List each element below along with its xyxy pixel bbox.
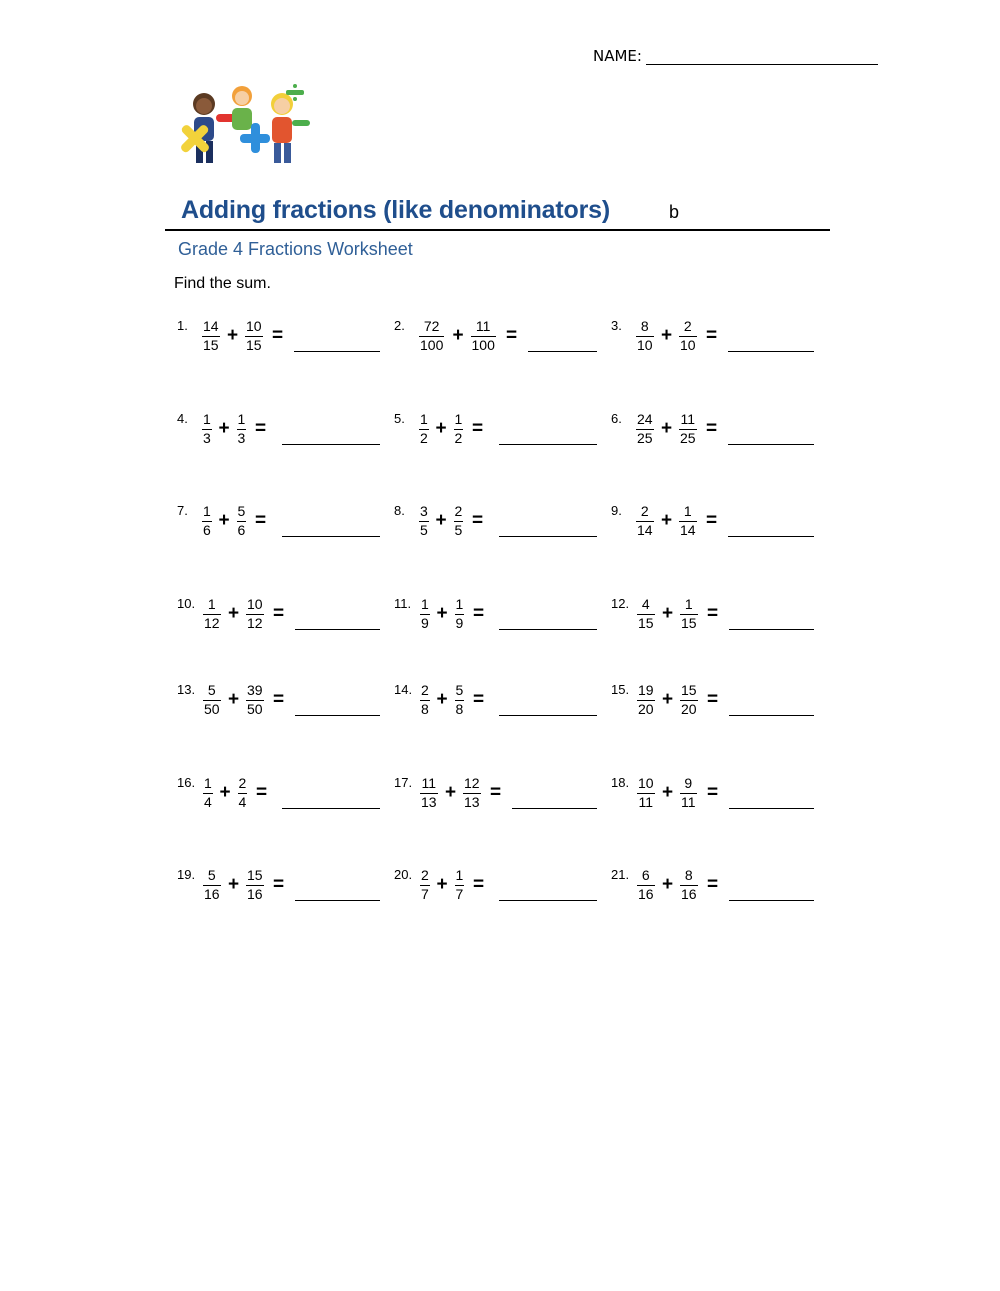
- numerator: 2: [421, 867, 429, 883]
- denominator: 100: [471, 337, 495, 353]
- fraction: [636, 319, 654, 353]
- equals-sign: =: [273, 689, 285, 710]
- answer-blank[interactable]: [499, 536, 597, 537]
- problem-number: 15.: [611, 682, 630, 697]
- numerator: 4: [641, 596, 650, 612]
- problem-number: 12.: [611, 596, 630, 611]
- fraction: [636, 504, 654, 538]
- equals-sign: =: [273, 874, 285, 895]
- problem-number: 20.: [394, 867, 413, 882]
- equals-sign: =: [707, 603, 719, 624]
- numerator: 11: [475, 318, 491, 334]
- denominator: 3: [237, 430, 246, 446]
- fraction: [680, 868, 698, 902]
- problem-item: [394, 867, 599, 917]
- denominator: 9: [421, 615, 429, 631]
- problem-item: [177, 775, 382, 825]
- fraction: [202, 504, 212, 538]
- equals-sign: =: [473, 689, 485, 710]
- problem-number: 19.: [177, 867, 196, 882]
- problem-number: 8.: [394, 503, 405, 518]
- answer-blank[interactable]: [499, 715, 597, 716]
- problem-item: [177, 682, 382, 732]
- denominator: 16: [247, 886, 263, 902]
- fraction: [636, 412, 654, 446]
- numerator: 10: [247, 596, 263, 612]
- equals-sign: =: [272, 325, 284, 346]
- equals-sign: =: [707, 782, 719, 803]
- problem-item: [394, 596, 599, 646]
- answer-blank[interactable]: [728, 351, 814, 352]
- problem-item: [611, 775, 816, 825]
- numerator: 72: [423, 318, 440, 334]
- equals-sign: =: [255, 418, 267, 439]
- numerator: 5: [207, 867, 216, 883]
- answer-blank[interactable]: [729, 629, 814, 630]
- numerator: 1: [683, 503, 692, 519]
- denominator: 8: [421, 701, 429, 717]
- equals-sign: =: [255, 510, 267, 531]
- denominator: 5: [420, 522, 428, 538]
- numerator: 5: [207, 682, 216, 698]
- answer-blank[interactable]: [728, 536, 814, 537]
- numerator: 2: [454, 503, 463, 519]
- problem-number: 13.: [177, 682, 196, 697]
- denominator: 25: [637, 430, 653, 446]
- plus-sign: +: [661, 418, 673, 439]
- fraction: [246, 683, 264, 717]
- plus-sign: +: [662, 603, 674, 624]
- problem-number: 10.: [177, 596, 196, 611]
- name-label: NAME:: [593, 47, 642, 65]
- problem-number: 18.: [611, 775, 630, 790]
- plus-sign: +: [218, 418, 230, 439]
- denominator: 3: [203, 430, 211, 446]
- problem-item: [177, 503, 382, 553]
- denominator: 12: [204, 615, 220, 631]
- denominator: 50: [204, 701, 220, 717]
- plus-sign: +: [218, 510, 230, 531]
- numerator: 1: [420, 411, 428, 427]
- denominator: 15: [246, 337, 262, 353]
- denominator: 10: [680, 337, 696, 353]
- denominator: 14: [637, 522, 653, 538]
- denominator: 15: [681, 615, 697, 631]
- problem-item: [394, 503, 599, 553]
- answer-blank[interactable]: [528, 351, 597, 352]
- problem-item: [611, 682, 816, 732]
- problem-number: 17.: [394, 775, 413, 790]
- problem-number: 7.: [177, 503, 188, 518]
- fraction: [637, 597, 655, 631]
- numerator: 1: [207, 596, 216, 612]
- kids-math-illustration-icon: [174, 84, 312, 180]
- fraction: [420, 683, 430, 717]
- fraction: [203, 683, 221, 717]
- denominator: 20: [638, 701, 654, 717]
- problem-number: 1.: [177, 318, 188, 333]
- denominator: 16: [204, 886, 220, 902]
- plus-sign: +: [436, 689, 448, 710]
- page-title: Adding fractions (like denominators): [181, 196, 610, 224]
- fraction: [679, 412, 697, 446]
- numerator: 1: [203, 411, 211, 427]
- answer-blank[interactable]: [512, 808, 597, 809]
- denominator: 6: [237, 522, 246, 538]
- equals-sign: =: [256, 782, 268, 803]
- page-subtitle: Grade 4 Fractions Worksheet: [178, 239, 413, 259]
- numerator: 8: [684, 867, 693, 883]
- fraction: [637, 776, 655, 810]
- equals-sign: =: [472, 510, 484, 531]
- numerator: 15: [247, 867, 263, 883]
- plus-sign: +: [445, 782, 457, 803]
- numerator: 1: [684, 596, 693, 612]
- problem-item: [611, 867, 816, 917]
- numerator: 3: [420, 503, 428, 519]
- fraction: [245, 319, 263, 353]
- numerator: 1: [204, 775, 212, 791]
- equals-sign: =: [473, 874, 485, 895]
- plus-sign: +: [436, 603, 448, 624]
- plus-sign: +: [662, 874, 674, 895]
- fraction: [680, 776, 697, 810]
- denominator: 25: [680, 430, 696, 446]
- problem-number: 3.: [611, 318, 622, 333]
- plus-sign: +: [662, 782, 674, 803]
- fraction: [246, 868, 264, 902]
- numerator: 5: [237, 503, 246, 519]
- plus-sign: +: [228, 689, 240, 710]
- numerator: 1: [454, 411, 463, 427]
- problem-number: 11.: [394, 596, 412, 611]
- equals-sign: =: [706, 510, 718, 531]
- denominator: 13: [421, 794, 437, 810]
- denominator: 13: [464, 794, 480, 810]
- fraction: [455, 683, 465, 717]
- fraction: [679, 319, 697, 353]
- numerator: 39: [247, 682, 263, 698]
- denominator: 4: [238, 794, 247, 810]
- answer-blank[interactable]: [729, 900, 814, 901]
- fraction: [420, 868, 430, 902]
- numerator: 2: [421, 682, 429, 698]
- title-suffix: b: [669, 202, 680, 222]
- problem-number: 2.: [394, 318, 405, 333]
- numerator: 24: [637, 411, 653, 427]
- numerator: 10: [246, 318, 262, 334]
- numerator: 11: [421, 775, 437, 791]
- fraction: [238, 776, 248, 810]
- answer-blank[interactable]: [728, 444, 814, 445]
- numerator: 19: [638, 682, 654, 698]
- numerator: 2: [683, 318, 692, 334]
- numerator: 6: [641, 867, 650, 883]
- denominator: 20: [681, 701, 697, 717]
- denominator: 6: [203, 522, 211, 538]
- numerator: 1: [203, 503, 211, 519]
- fraction: [202, 319, 220, 353]
- instruction-text: Find the sum.: [174, 275, 271, 292]
- fraction: [203, 597, 221, 631]
- equals-sign: =: [273, 603, 285, 624]
- fraction: [246, 597, 264, 631]
- problem-item: [177, 411, 382, 461]
- denominator: 12: [247, 615, 263, 631]
- plus-sign: +: [452, 325, 464, 346]
- plus-sign: +: [435, 510, 447, 531]
- answer-blank[interactable]: [295, 715, 380, 716]
- answer-blank[interactable]: [499, 629, 597, 630]
- answer-blank[interactable]: [282, 444, 380, 445]
- denominator: 9: [455, 615, 464, 631]
- problem-number: 14.: [394, 682, 413, 697]
- answer-blank[interactable]: [295, 900, 380, 901]
- title-row: [165, 196, 830, 231]
- problem-item: [611, 596, 816, 646]
- fraction: [203, 868, 221, 902]
- denominator: 8: [455, 701, 464, 717]
- fraction: [237, 412, 247, 446]
- equals-sign: =: [472, 418, 484, 439]
- problem-number: 9.: [611, 503, 622, 518]
- answer-blank[interactable]: [295, 629, 380, 630]
- numerator: 9: [684, 775, 693, 791]
- plus-sign: +: [228, 603, 240, 624]
- fraction: [454, 412, 464, 446]
- denominator: 7: [421, 886, 429, 902]
- fraction: [637, 868, 655, 902]
- fraction: [680, 597, 698, 631]
- denominator: 100: [420, 337, 444, 353]
- numerator: 1: [421, 596, 429, 612]
- plus-sign: +: [661, 325, 673, 346]
- denominator: 16: [681, 886, 697, 902]
- answer-blank[interactable]: [729, 715, 814, 716]
- equals-sign: =: [506, 325, 518, 346]
- plus-sign: +: [219, 782, 231, 803]
- problem-item: [177, 596, 382, 646]
- fraction: [420, 776, 438, 810]
- fraction: [420, 597, 430, 631]
- numerator: 11: [680, 411, 696, 427]
- plus-sign: +: [661, 510, 673, 531]
- denominator: 5: [454, 522, 463, 538]
- equals-sign: =: [706, 418, 718, 439]
- fraction: [419, 412, 429, 446]
- numerator: 1: [455, 596, 464, 612]
- fraction: [454, 504, 464, 538]
- fraction: [419, 319, 444, 353]
- answer-blank[interactable]: [499, 444, 597, 445]
- numerator: 10: [638, 775, 654, 791]
- equals-sign: =: [707, 689, 719, 710]
- answer-blank[interactable]: [282, 536, 380, 537]
- fraction: [680, 683, 698, 717]
- problem-item: [611, 503, 816, 553]
- denominator: 16: [638, 886, 654, 902]
- denominator: 15: [203, 337, 219, 353]
- equals-sign: =: [706, 325, 718, 346]
- plus-sign: +: [662, 689, 674, 710]
- denominator: 14: [680, 522, 696, 538]
- fraction: [679, 504, 697, 538]
- problem-item: [177, 318, 382, 368]
- numerator: 1: [455, 867, 464, 883]
- problem-item: [611, 318, 816, 368]
- denominator: 11: [638, 794, 654, 810]
- name-field[interactable]: [593, 47, 878, 65]
- denominator: 4: [204, 794, 212, 810]
- name-blank-line[interactable]: [646, 48, 878, 65]
- numerator: 5: [455, 682, 464, 698]
- denominator: 7: [455, 886, 464, 902]
- problem-item: [394, 775, 599, 825]
- equals-sign: =: [473, 603, 485, 624]
- fraction: [455, 868, 465, 902]
- problem-number: 21.: [611, 867, 630, 882]
- denominator: 10: [637, 337, 653, 353]
- fraction: [463, 776, 481, 810]
- fraction: [419, 504, 429, 538]
- problem-item: [394, 682, 599, 732]
- problem-item: [394, 411, 599, 461]
- plus-sign: +: [435, 418, 447, 439]
- problem-number: 16.: [177, 775, 196, 790]
- numerator: 1: [237, 411, 246, 427]
- numerator: 8: [640, 318, 649, 334]
- denominator: 15: [638, 615, 654, 631]
- plus-sign: +: [436, 874, 448, 895]
- plus-sign: +: [227, 325, 239, 346]
- problem-item: [611, 411, 816, 461]
- denominator: 2: [420, 430, 428, 446]
- equals-sign: =: [490, 782, 502, 803]
- fraction: [203, 776, 213, 810]
- numerator: 15: [681, 682, 697, 698]
- equals-sign: =: [707, 874, 719, 895]
- problem-number: 5.: [394, 411, 405, 426]
- numerator: 14: [203, 318, 219, 334]
- fraction: [237, 504, 247, 538]
- answer-blank[interactable]: [282, 808, 380, 809]
- fraction: [471, 319, 496, 353]
- plus-sign: +: [228, 874, 240, 895]
- problem-item: [177, 867, 382, 917]
- fraction: [637, 683, 655, 717]
- denominator: 50: [247, 701, 263, 717]
- numerator: 12: [464, 775, 480, 791]
- numerator: 2: [640, 503, 649, 519]
- denominator: 2: [454, 430, 463, 446]
- numerator: 2: [238, 775, 247, 791]
- answer-blank[interactable]: [729, 808, 814, 809]
- fraction: [202, 412, 212, 446]
- problem-number: 4.: [177, 411, 188, 426]
- problem-item: [394, 318, 599, 368]
- answer-blank[interactable]: [294, 351, 380, 352]
- denominator: 11: [681, 794, 696, 810]
- fraction: [455, 597, 465, 631]
- answer-blank[interactable]: [499, 900, 597, 901]
- problem-number: 6.: [611, 411, 622, 426]
